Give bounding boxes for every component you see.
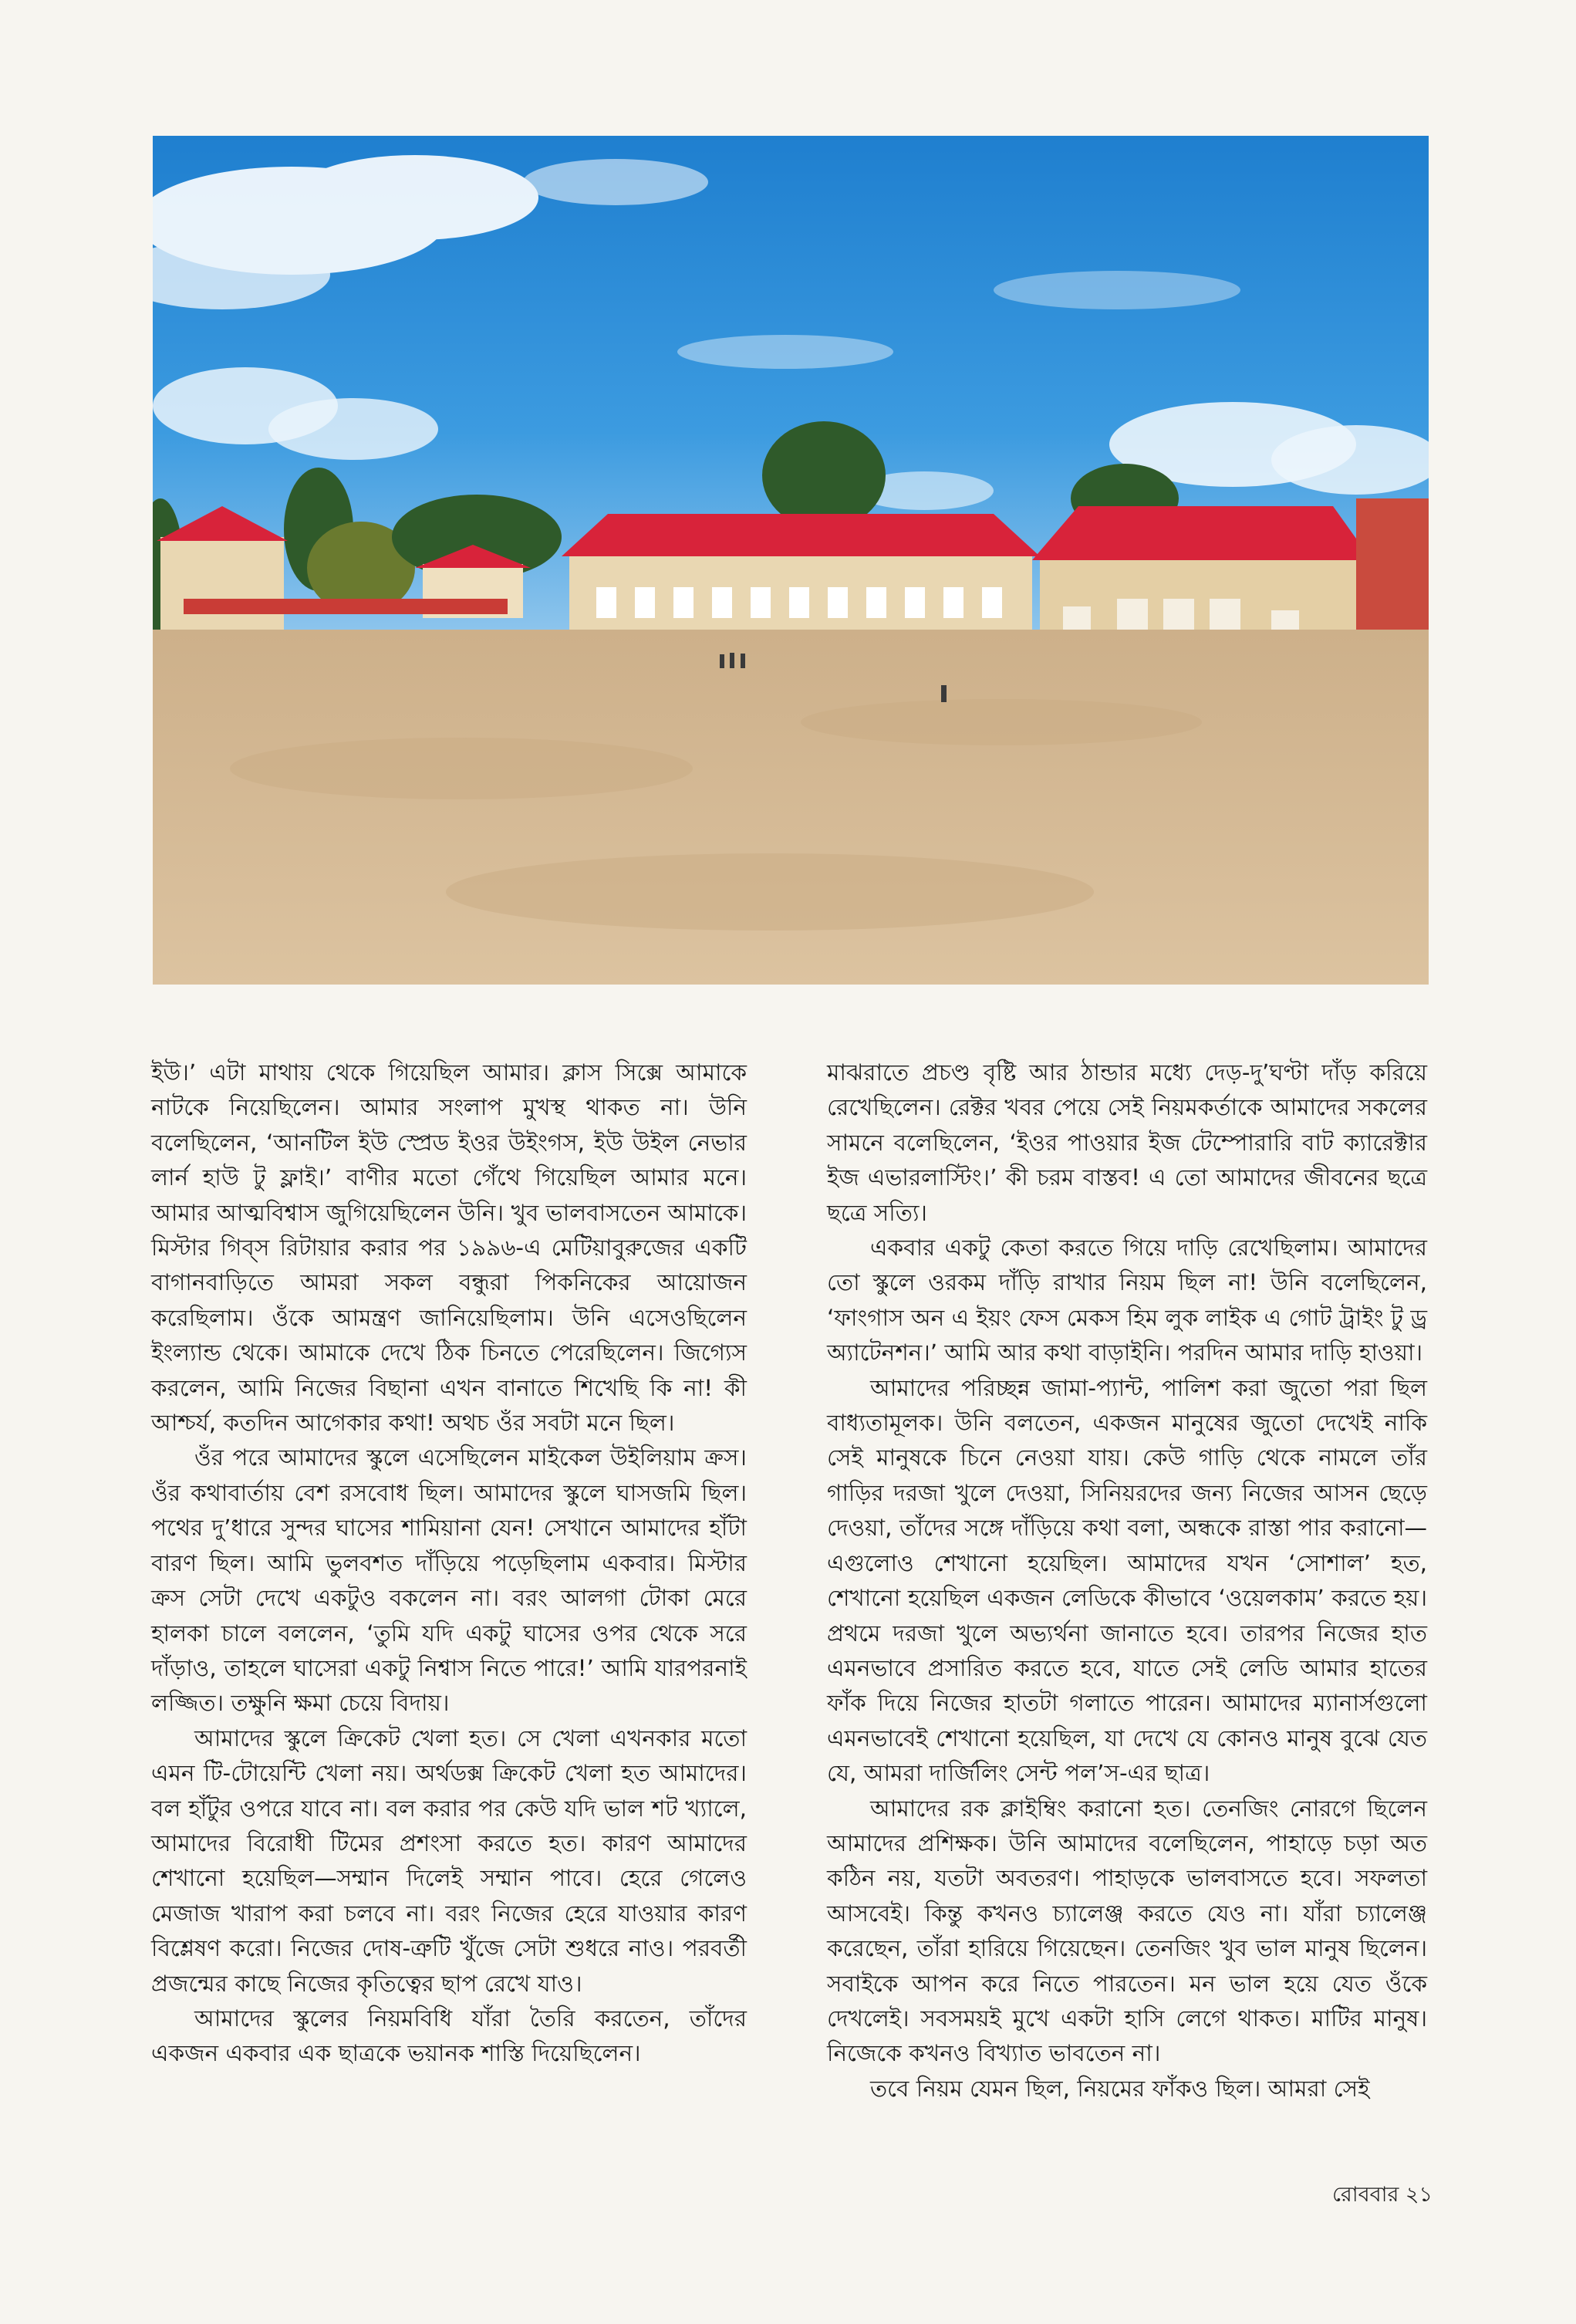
paragraph: আমাদের পরিচ্ছন্ন জামা-প্যান্ট, পালিশ করা জুতো পরা ছিল বাধ্যতামূলক। উনি বলতেন, একজন মানুষের জুতো দেখেই নাকি সেই মানুষকে চিনে নেওয়া যায়। কেউ গাড়ি থেকে নামলে তাঁর গাড়ির দরজা খুলে দেওয়া, সিনিয়রদের জন্য নিজের আসন ছেড়ে দেওয়া, তাঁদের সঙ্গে দাঁড়িয়ে কথা বলা, অন্ধকে রাস্তা পার করানো—এগুলোও শেখানো হয়েছিল। আমাদের যখন ‘সোশাল’ হত, শেখানো হয়েছিল একজন লেডিকে কীভাবে ‘ওয়েলকাম’ করতে হয়। প্রথমে দরজা খুলে অভ্যর্থনা জানাতে হবে। তারপর নিজের হাত এমনভাবে প্রসারিত করতে হবে, যাতে সেই লেডি আমার হাতের ফাঁক দিয়ে নিজের হাতটা গলাতে পারেন। আমাদের ম্যানার্সগুলো এমনভাবেই শেখানো হয়েছিল, যা দেখে যে কোনও মানুষ বুঝে যেত যে, আমরা দার্জিলিং সেন্ট পল’স-এর ছাত্র। — [827, 1374, 1427, 1787]
paragraph: মাঝরাতে প্রচণ্ড বৃষ্টি আর ঠান্ডার মধ্যে দেড়-দু’ঘণ্টা দাঁড় করিয়ে রেখেছিলেন। রেক্টর খবর পেয়ে সেই নিয়মকর্তাকে আমাদের সকলের সামনে বলেছিলেন, ‘ইওর পাওয়ার ইজ টেম্পোরারি বাট ক্যারেক্টার ইজ এভারলাস্টিং।’ কী চরম বাস্তব! এ তো আমাদের জীবনের ছত্রে ছত্রে সত্যি। — [827, 1059, 1427, 1226]
campus-illustration — [153, 136, 1429, 985]
text-column-left — [151, 1056, 747, 2072]
paragraph: তবে নিয়ম যেমন ছিল, নিয়মের ফাঁকও ছিল। আমরা সেই — [870, 2075, 1370, 2102]
paragraph: ওঁর পরে আমাদের স্কুলে এসেছিলেন মাইকেল উইলিয়াম ক্রস। ওঁর কথাবার্তায় বেশ রসবোধ ছিল। আমাদের স্কুলে ঘাসজমি ছিল। পথের দু’ধারে সুন্দর ঘাসের শামিয়ানা যেন! সেখানে আমাদের হাঁটা বারণ ছিল। আমি ভুলবশত দাঁড়িয়ে পড়েছিলাম একবার। মিস্টার ক্রস সেটা দেখে একটুও বকলেন না। বরং আলগা টোকা মেরে হালকা চালে বললেন, ‘তুমি যদি একটু ঘাসের ওপর থেকে সরে দাঁড়াও, তাহলে ঘাসেরা একটু নিশ্বাস নিতে পারে!’ আমি যারপরনাই লজ্জিত। তক্ষুনি ক্ষমা চেয়ে বিদায়। — [151, 1444, 747, 1717]
text-column-right — [827, 1056, 1427, 2106]
paragraph: ইউ।’ এটা মাথায় থেকে গিয়েছিল আমার। ক্লাস সিক্সে আমাকে নাটকে নিয়েছিলেন। আমার সংলাপ মুখস্থ থাকত না। উনি বলেছিলেন, ‘আনটিল ইউ স্প্রেড ইওর উইংগস, ইউ উইল নেভার লার্ন হাউ টু ফ্লাই।’ বাণীর মতো গেঁথে গিয়েছিল আমার মনে। আমার আত্মবিশ্বাস জুগিয়েছিলেন উনি। খুব ভালবাসতেন আমাকে। মিস্টার গিব্স রিটায়ার করার পর ১৯৯৬-এ মেটিয়াবুরুজের একটি বাগানবাড়িতে আমরা সকল বন্ধুরা পিকনিকের আয়োজন করেছিলাম। ওঁকে আমন্ত্রণ জানিয়েছিলাম। উনি এসেওছিলেন ইংল্যান্ড থেকে। আমাকে দেখে ঠিক চিনতে পেরেছিলেন। জিগ্যেস করলেন, আমি নিজের বিছানা এখন বানাতে শিখেছি কি না! কী আশ্চর্য, কতদিন আগেকার কথা! অথচ ওঁর সবটা মনে ছিল। — [151, 1059, 747, 1437]
paragraph: একবার একটু কেতা করতে গিয়ে দাড়ি রেখেছিলাম। আমাদের তো স্কুলে ওরকম দাঁড়ি রাখার নিয়ম ছিল না! উনি বলেছিলেন, ‘ফাংগাস অন এ ইয়ং ফেস মেকস হিম লুক লাইক এ গোট ট্রাইং টু ড্র অ্যাটেনশন।’ আমি আর কথা বাড়াইনি। পরদিন আমার দাড়ি হাওয়া। — [827, 1235, 1427, 1366]
paragraph: আমাদের স্কুলের নিয়মবিধি যাঁরা তৈরি করতেন, তাঁদের একজন একবার এক ছাত্রকে ভয়ানক শাস্তি দিয়েছিলেন। — [151, 2005, 747, 2067]
paragraph: আমাদের স্কুলে ক্রিকেট খেলা হত। সে খেলা এখনকার মতো এমন টি-টোয়েন্টি খেলা নয়। অর্থডক্স ক্রিকেট খেলা হত আমাদের। বল হাঁটুর ওপরে যাবে না। বল করার পর কেউ যদি ভাল শট খ্যালে, আমাদের বিরোধী টিমের প্রশংসা করতে হত। কারণ আমাদের শেখানো হয়েছিল—সম্মান দিলেই সম্মান পাবে। হেরে গেলেও মেজাজ খারাপ করা চলবে না। বরং নিজের হেরে যাওয়ার কারণ বিশ্লেষণ করো। নিজের দোষ-ত্রুটি খুঁজে সেটা শুধরে নাও। পরবর্তী প্রজন্মের কাছে নিজের কৃতিত্বের ছাপ রেখে যাও। — [151, 1724, 747, 1997]
page-folio: রোববার ২১ — [1331, 2183, 1433, 2207]
ground — [153, 630, 1429, 985]
school-campus-photo — [153, 136, 1429, 985]
paragraph: আমাদের রক ক্লাইম্বিং করানো হত। তেনজিং নোরগে ছিলেন আমাদের প্রশিক্ষক। উনি আমাদের বলেছিলেন, পাহাড়ে চড়া অত কঠিন নয়, যতটা অবতরণ। পাহাড়কে ভালবাসতে হবে। সফলতা আসবেই। কিন্তু কখনও চ্যালেঞ্জ করতে যেও না। যাঁরা চ্যালেঞ্জ করেছেন, তাঁরা হারিয়ে গিয়েছেন। তেনজিং খুব ভাল মানুষ ছিলেন। সবাইকে আপন করে নিতে পারতেন। মন ভাল হয়ে যেত ওঁকে দেখলেই। সবসময়ই মুখে একটা হাসি লেগে থাকত। মাটির মানুষ। নিজেকে কখনও বিখ্যাত ভাবতেন না। — [827, 1795, 1427, 2067]
